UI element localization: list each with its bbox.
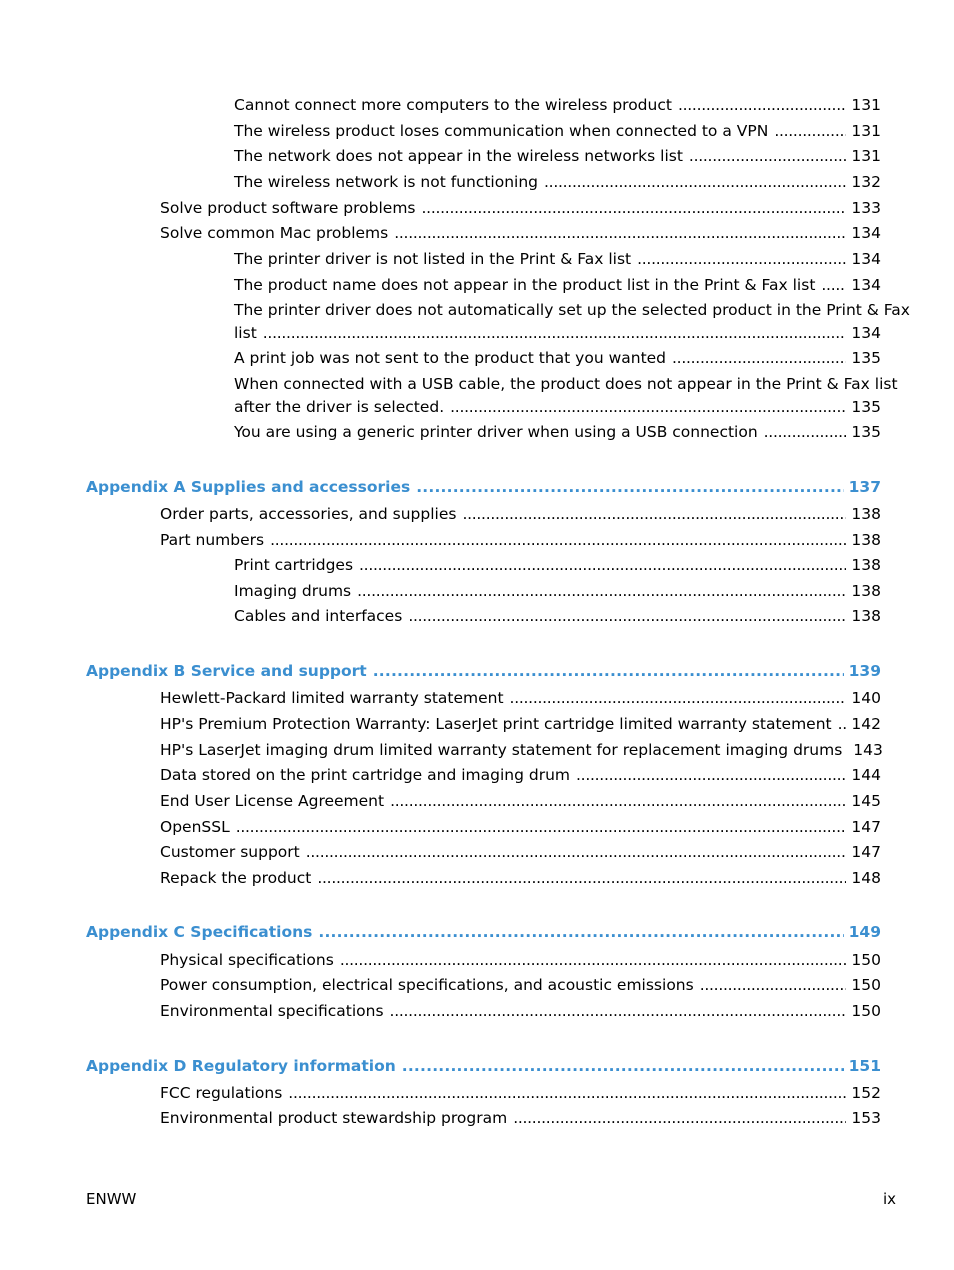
toc-entry[interactable] — [160, 869, 881, 887]
leader-dots — [450, 398, 846, 416]
toc-page-number: 135 — [851, 423, 881, 441]
leader-dots — [288, 1084, 846, 1102]
toc-entry[interactable] — [234, 582, 881, 600]
toc-page-number: 131 — [851, 96, 881, 114]
toc-page-number: 145 — [851, 792, 881, 810]
appendix-page-number: 151 — [848, 1057, 881, 1075]
leader-dots — [340, 951, 847, 969]
toc-page-number: 134 — [851, 324, 881, 342]
leader-dots — [462, 505, 846, 523]
toc-entry[interactable] — [234, 276, 881, 294]
toc-entry[interactable] — [160, 741, 881, 759]
toc-page-number: 140 — [851, 689, 881, 707]
leader-dots — [576, 766, 846, 784]
toc-entry[interactable] — [234, 423, 881, 441]
toc-entry-title: Physical specifications — [160, 951, 334, 969]
leader-dots — [678, 96, 846, 114]
toc-entry[interactable] — [160, 715, 881, 733]
toc-page-number: 134 — [851, 224, 881, 242]
toc-entry-title: Environmental product stewardship program — [160, 1109, 508, 1127]
leader-dots — [510, 689, 847, 707]
toc-entry-title: FCC regulations — [160, 1084, 283, 1102]
leader-dots — [317, 869, 846, 887]
appendix-a-heading[interactable] — [86, 478, 881, 496]
toc-entry-title: Data stored on the print cartridge and imaging drum — [160, 766, 571, 784]
appendix-d-heading[interactable] — [86, 1057, 881, 1075]
appendix-page-number: 139 — [848, 662, 881, 680]
toc-entry-title: Customer support — [160, 843, 300, 861]
toc-entry[interactable] — [234, 556, 881, 574]
toc-entry-title: End User License Agreement — [160, 792, 385, 810]
toc-page-number: 147 — [851, 818, 881, 836]
appendix-page-number: 149 — [848, 923, 881, 941]
leader-dots — [373, 662, 844, 680]
toc-entry-title: Environmental specifications — [160, 1002, 384, 1020]
toc-entry[interactable] — [160, 1002, 881, 1020]
toc-entry-title: You are using a generic printer driver when using a USB connection — [234, 423, 758, 441]
toc-entry-title-line[interactable]: The printer driver does not automatically set up the selected product in the Print & Fax — [234, 301, 910, 319]
leader-dots — [390, 792, 846, 810]
toc-entry-title: The product name does not appear in the product list in the Print & Fax list — [234, 276, 816, 294]
toc-entry[interactable] — [234, 250, 881, 268]
toc-page-number: 150 — [851, 1002, 881, 1020]
toc-page-number: 134 — [851, 276, 881, 294]
toc-entry[interactable] — [160, 199, 881, 217]
appendix-title: Appendix B Service and support — [86, 662, 367, 680]
toc-page-number: 138 — [851, 607, 881, 625]
leader-dots — [764, 423, 847, 441]
leader-dots — [689, 147, 846, 165]
toc-entry[interactable] — [160, 689, 881, 707]
toc-entry[interactable] — [160, 843, 881, 861]
toc-entry[interactable] — [160, 505, 881, 523]
leader-dots — [821, 276, 846, 294]
toc-entry-title: HP's Premium Protection Warranty: LaserJet print cartridge limited warranty statement — [160, 715, 832, 733]
leader-dots — [263, 324, 847, 342]
toc-page-number: 138 — [851, 531, 881, 549]
toc-entry-title: Repack the product — [160, 869, 312, 887]
toc-page-number: 135 — [851, 349, 881, 367]
toc-entry-title: HP's LaserJet imaging drum limited warranty statement for replacement imaging drums — [160, 741, 843, 759]
toc-entry-title: Hewlett-Packard limited warranty statement — [160, 689, 504, 707]
toc-page-number: 133 — [851, 199, 881, 217]
leader-dots — [408, 607, 846, 625]
toc-entry[interactable] — [234, 147, 881, 165]
toc-entry-title: The network does not appear in the wireless networks list — [234, 147, 683, 165]
toc-page-number: 138 — [851, 556, 881, 574]
appendix-title: Appendix A Supplies and accessories — [86, 478, 411, 496]
toc-entry[interactable] — [160, 976, 881, 994]
toc-entry[interactable] — [160, 1109, 881, 1127]
leader-dots — [513, 1109, 846, 1127]
appendix-title: Appendix C Specifications — [86, 923, 313, 941]
toc-entry-title: Power consumption, electrical specifications, and acoustic emissions — [160, 976, 694, 994]
leader-dots — [270, 531, 846, 549]
toc-entry-title: A print job was not sent to the product that you wanted — [234, 349, 667, 367]
toc-page-number: 142 — [851, 715, 881, 733]
toc-entry[interactable] — [234, 122, 881, 140]
footer-left: ENWW — [86, 1190, 137, 1208]
toc-entry-title: Print cartridges — [234, 556, 354, 574]
toc-page-number: 131 — [851, 147, 881, 165]
toc-page-number: 150 — [851, 951, 881, 969]
appendix-title: Appendix D Regulatory information — [86, 1057, 396, 1075]
toc-entry-title: Cannot connect more computers to the wireless product — [234, 96, 672, 114]
toc-entry[interactable] — [160, 792, 881, 810]
toc-page-number: 131 — [851, 122, 881, 140]
toc-entry[interactable] — [160, 818, 881, 836]
toc-entry[interactable] — [160, 766, 881, 784]
appendix-page-number: 137 — [848, 478, 881, 496]
toc-entry[interactable] — [234, 173, 881, 191]
footer-page-number: ix — [882, 1190, 896, 1208]
toc-entry[interactable] — [234, 349, 881, 367]
toc-page-number: 144 — [851, 766, 881, 784]
leader-dots — [390, 1002, 847, 1020]
toc-entry-title: Solve common Mac problems — [160, 224, 389, 242]
toc-entry-title-line[interactable]: When connected with a USB cable, the product does not appear in the Print & Fax list — [234, 375, 898, 393]
toc-page-number: 134 — [851, 250, 881, 268]
toc-entry-title: Imaging drums — [234, 582, 352, 600]
leader-dots — [774, 122, 846, 140]
toc-page-number: 138 — [851, 505, 881, 523]
leader-dots — [672, 349, 846, 367]
toc-page-number: 150 — [851, 976, 881, 994]
leader-dots — [236, 818, 847, 836]
toc-page-number: 138 — [851, 582, 881, 600]
toc-page-number: 148 — [851, 869, 881, 887]
toc-entry[interactable] — [234, 324, 881, 342]
toc-page-number: 135 — [851, 398, 881, 416]
toc-entry[interactable] — [234, 96, 881, 114]
toc-entry[interactable] — [160, 951, 881, 969]
leader-dots — [838, 715, 847, 733]
toc-entry[interactable] — [160, 1084, 881, 1102]
appendix-b-heading[interactable] — [86, 662, 881, 680]
toc-page-number: 132 — [851, 173, 881, 191]
leader-dots — [416, 478, 843, 496]
toc-page-number: 147 — [851, 843, 881, 861]
leader-dots — [306, 843, 847, 861]
leader-dots — [700, 976, 847, 994]
toc-entry-title: Cables and interfaces — [234, 607, 403, 625]
toc-entry-title: Solve product software problems — [160, 199, 416, 217]
leader-dots — [394, 224, 846, 242]
leader-dots — [637, 250, 846, 268]
toc-page-number: 143 — [853, 741, 883, 759]
toc-entry-title: OpenSSL — [160, 818, 230, 836]
toc-entry-title: The wireless network is not functioning — [234, 173, 539, 191]
leader-dots — [357, 582, 846, 600]
appendix-c-heading[interactable] — [86, 923, 881, 941]
toc-entry[interactable] — [160, 224, 881, 242]
toc-entry-title: The wireless product loses communication when connected to a VPN — [234, 122, 769, 140]
toc-entry-title: Part numbers — [160, 531, 265, 549]
toc-entry-title: list — [234, 324, 257, 342]
leader-dots — [544, 173, 846, 191]
toc-entry[interactable] — [234, 398, 881, 416]
toc-entry-title: Order parts, accessories, and supplies — [160, 505, 457, 523]
toc-entry[interactable] — [234, 607, 881, 625]
toc-entry-title: The printer driver is not listed in the Print & Fax list — [234, 250, 632, 268]
leader-dots — [402, 1057, 844, 1075]
toc-page-number: 153 — [851, 1109, 881, 1127]
leader-dots — [422, 199, 847, 217]
leader-dots — [318, 923, 843, 941]
toc-page-number: 152 — [851, 1084, 881, 1102]
toc-entry-title: after the driver is selected. — [234, 398, 445, 416]
toc-entry[interactable] — [160, 531, 881, 549]
leader-dots — [359, 556, 846, 574]
